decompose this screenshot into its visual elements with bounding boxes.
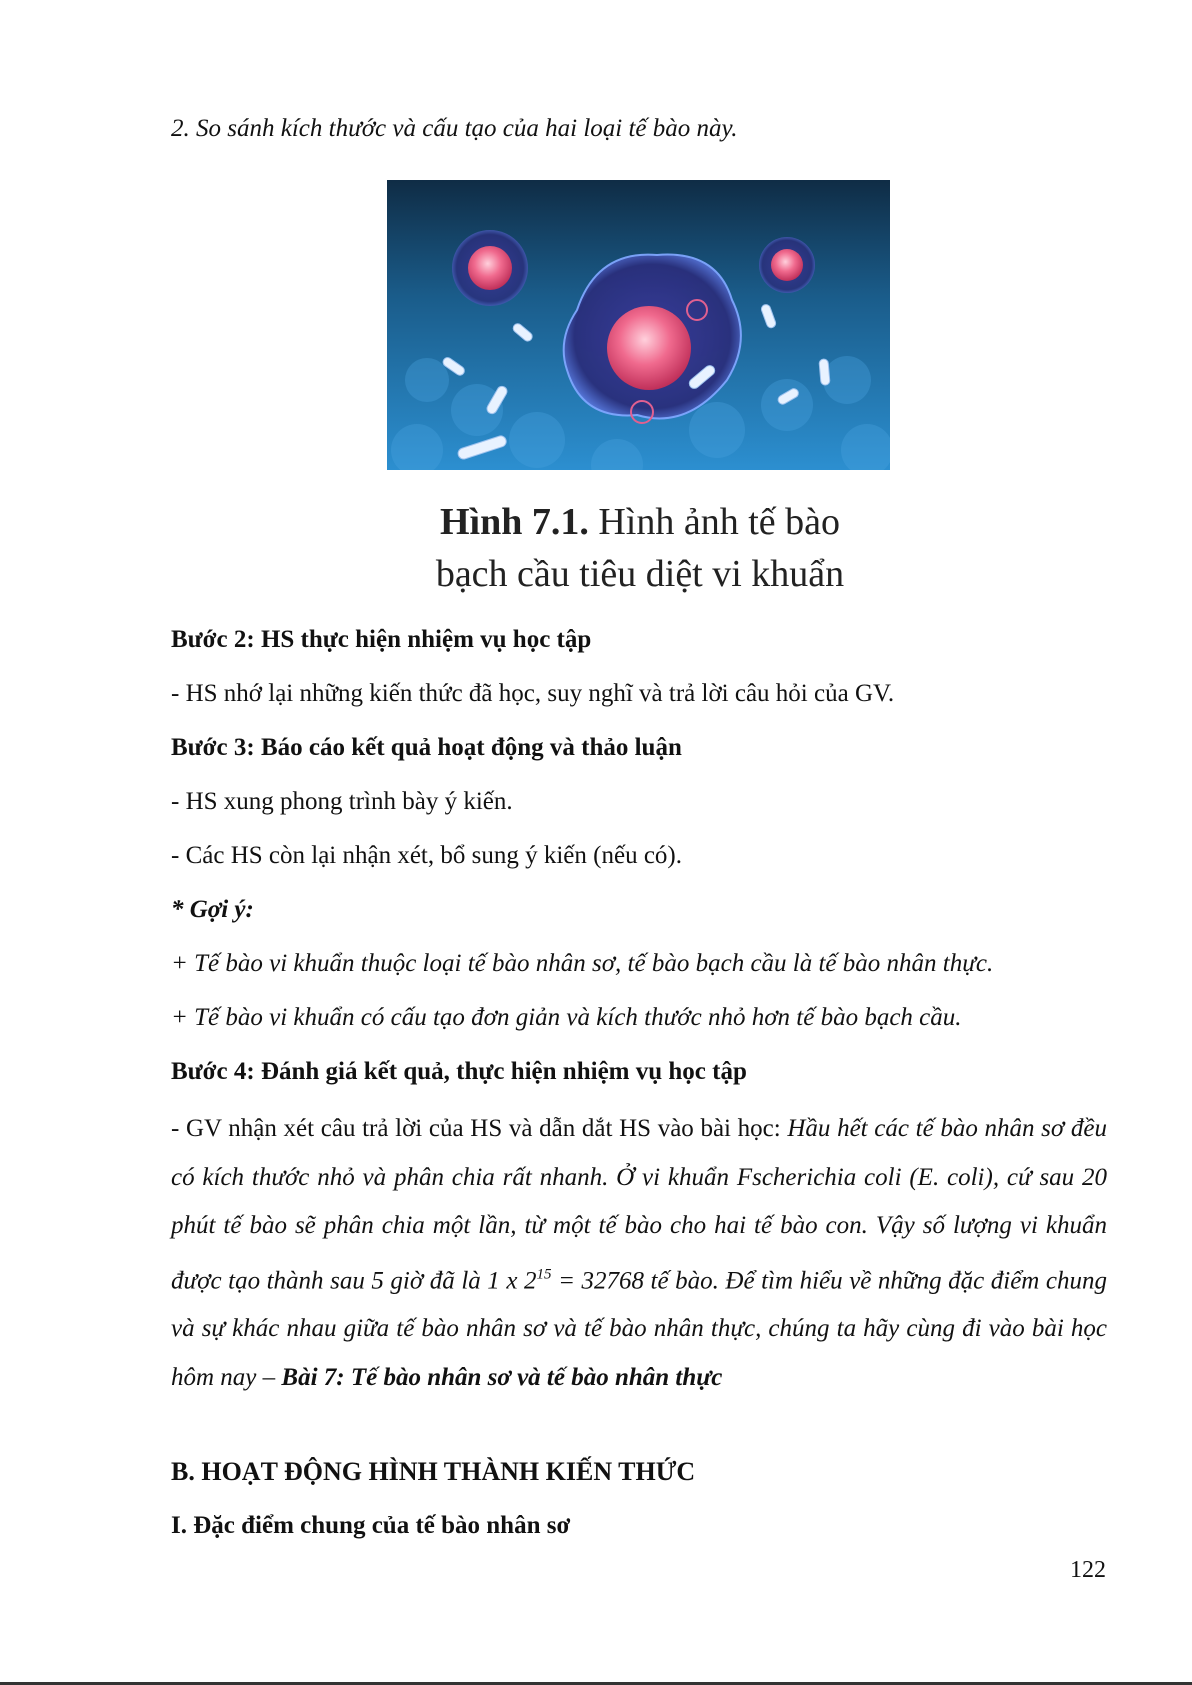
step4-lead: - GV nhận xét câu trả lời của HS và dẫn dắt HS vào bài học: bbox=[171, 1115, 788, 1142]
hint-item: + Tế bào vi khuẩn thuộc loại tế bào nhân sơ, tế bào bạch cầu là tế bào nhân thực. bbox=[171, 950, 994, 977]
section-i-heading: I. Đặc điểm chung của tế bào nhân sơ bbox=[171, 1512, 571, 1539]
figure-caption-line2: bạch cầu tiêu diệt vi khuẩn bbox=[435, 553, 845, 595]
section-b-heading: B. HOẠT ĐỘNG HÌNH THÀNH KIẾN THỨC bbox=[171, 1457, 696, 1486]
step2-item: - HS nhớ lại những kiến thức đã học, suy nghĩ và trả lời câu hỏi của GV. bbox=[171, 680, 895, 707]
figure-image bbox=[387, 180, 890, 470]
step4-italic: Hầu hết các tế bào nhân sơ đều có kích thước nhỏ và phân chia rất nhanh. Ở vi khuẩn Fscherichia coli (E. coli), cứ sau 20 phút tế bào sẽ phân chia một lần, từ một tế bào cho hai tế bào con. Vậy số lượng vi khuẩn được tạo thành sau 5 giờ đã là 1 x 2 bbox=[171, 1115, 1107, 1294]
white-blood-cell-illustration bbox=[387, 180, 890, 470]
step3-item: - HS xung phong trình bày ý kiến. bbox=[171, 788, 513, 815]
step4-italic-2: = 32768 tế bào. Để tìm hiểu về những đặc điểm chung và sự khác nhau giữa tế bào nhân sơ và tế bào nhân thực, chúng ta hãy cùng đi vào bài học hôm nay – bbox=[171, 1266, 1108, 1391]
figure-caption-label: Hình 7.1. bbox=[439, 501, 589, 543]
step2-heading: Bước 2: HS thực hiện nhiệm vụ học tập bbox=[171, 626, 592, 653]
step4-lesson-title: Bài 7: Tế bào nhân sơ và tế bào nhân thực bbox=[281, 1363, 723, 1391]
step3-heading: Bước 3: Báo cáo kết quả hoạt động và thảo luận bbox=[171, 734, 682, 761]
step4-paragraph bbox=[171, 1105, 1107, 1402]
step4-heading: Bước 4: Đánh giá kết quả, thực hiện nhiệm vụ học tập bbox=[171, 1058, 747, 1085]
figure-caption-line1 bbox=[300, 496, 980, 548]
intro-question: 2. So sánh kích thước và cấu tạo của hai loại tế bào này. bbox=[171, 115, 738, 142]
step4-exponent: 15 bbox=[536, 1266, 552, 1283]
hint-label: * Gợi ý: bbox=[171, 896, 254, 923]
figure-caption-text: Hình ảnh tế bào bbox=[598, 501, 841, 543]
step3-item: - Các HS còn lại nhận xét, bổ sung ý kiến (nếu có). bbox=[171, 842, 682, 869]
page-number: 122 bbox=[1070, 1557, 1106, 1583]
hint-item: + Tế bào vi khuẩn có cấu tạo đơn giản và kích thước nhỏ hơn tế bào bạch cầu. bbox=[171, 1004, 962, 1031]
